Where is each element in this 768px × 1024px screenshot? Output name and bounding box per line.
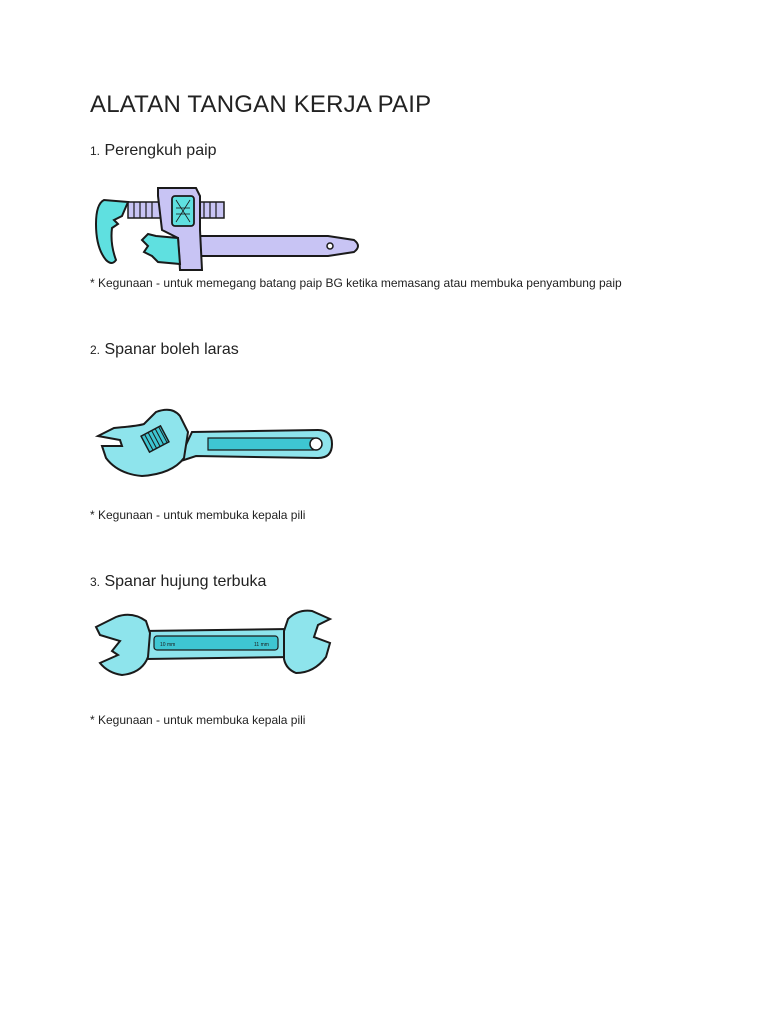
section-3-heading xyxy=(90,573,266,591)
section-3-note: * Kegunaan - untuk membuka kepala pili xyxy=(90,713,306,727)
section-2-heading xyxy=(90,341,239,359)
open-end-spanner-icon xyxy=(92,607,338,683)
adjustable-wrench-icon xyxy=(92,406,338,482)
section-2-title: Spanar boleh laras xyxy=(104,341,239,358)
spanner-stamp-left: 10 mm xyxy=(160,642,176,648)
section-1-number: 1. xyxy=(90,144,101,158)
page-title: ALATAN TANGAN KERJA PAIP xyxy=(90,91,432,118)
section-2-number: 2. xyxy=(90,343,101,357)
spanner-stamp-right: 11 mm xyxy=(254,642,269,648)
section-1-note: * Kegunaan - untuk memegang batang paip BG ketika memasang atau membuka penyambung paip xyxy=(90,276,622,290)
section-3-title: Spanar hujung terbuka xyxy=(104,573,267,590)
section-1-heading xyxy=(90,142,217,160)
section-3-number: 3. xyxy=(90,575,101,589)
pipe-wrench-icon xyxy=(92,184,364,272)
section-2-note: * Kegunaan - untuk membuka kepala pili xyxy=(90,508,306,522)
section-1-title: Perengkuh paip xyxy=(104,142,217,159)
